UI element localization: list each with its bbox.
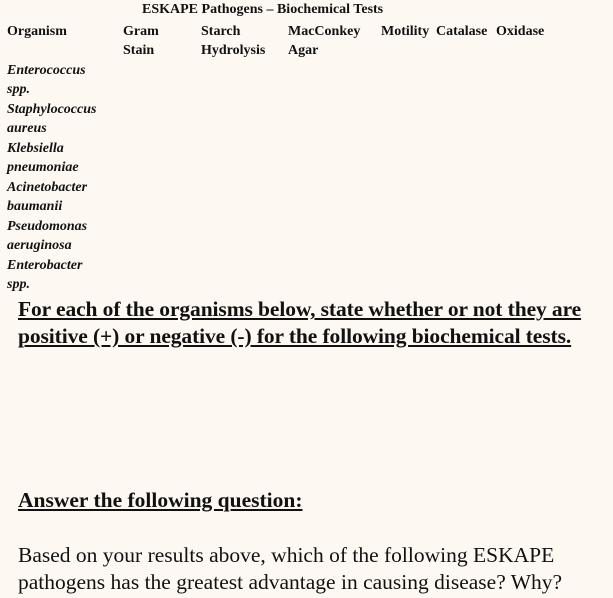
organism-name-line1: Enterobacter — [7, 258, 83, 273]
organism-name-line2: aureus — [7, 121, 47, 136]
organism-name-line2: aeruginosa — [7, 238, 72, 253]
organism-row — [7, 139, 79, 177]
question-text: Based on your results above, which of the following ESKAPE pathogens has the greatest advantage in causing disease? Why? — [18, 543, 563, 594]
header-macconkey-line1: MacConkey — [288, 24, 361, 39]
organism-name-line2: baumanii — [7, 199, 63, 214]
organism-name-line1: Acinetobacter — [7, 180, 88, 195]
header-macconkey-agar — [288, 22, 360, 60]
organism-name-line1: Staphylococcus — [7, 102, 97, 117]
header-gram-line2: Stain — [123, 43, 155, 58]
header-starch-line2: Hydrolysis — [201, 43, 266, 58]
instructions-text: For each of the organisms below, state whether or not they are positive (+) or negative (-) for the following biochemical tests. — [18, 297, 582, 348]
table-title: ESKAPE Pathogens – Biochemical Tests — [142, 2, 384, 17]
header-oxidase: Oxidase — [496, 24, 545, 39]
organism-row — [7, 217, 87, 255]
header-gram-line1: Gram — [123, 24, 159, 39]
header-starch-hydrolysis — [201, 22, 265, 60]
header-catalase: Catalase — [436, 24, 488, 39]
organism-row — [7, 256, 82, 294]
answer-heading: Answer the following question: — [18, 488, 303, 512]
header-starch-line1: Starch — [201, 24, 241, 39]
organism-name-line2: spp. — [7, 277, 30, 292]
organism-name-line2: spp. — [7, 82, 30, 97]
organism-name-line1: Klebsiella — [7, 141, 64, 156]
organism-row — [7, 61, 86, 99]
organism-name-line1: Enterococcus — [7, 63, 86, 78]
organism-row — [7, 100, 96, 138]
header-gram-stain — [123, 22, 159, 60]
header-organism: Organism — [7, 24, 67, 39]
organism-name-line2: pneumoniae — [7, 160, 79, 175]
organism-name-line1: Pseudomonas — [7, 219, 88, 234]
header-motility: Motility — [381, 24, 430, 39]
header-macconkey-line2: Agar — [288, 43, 319, 58]
organism-row — [7, 178, 87, 216]
